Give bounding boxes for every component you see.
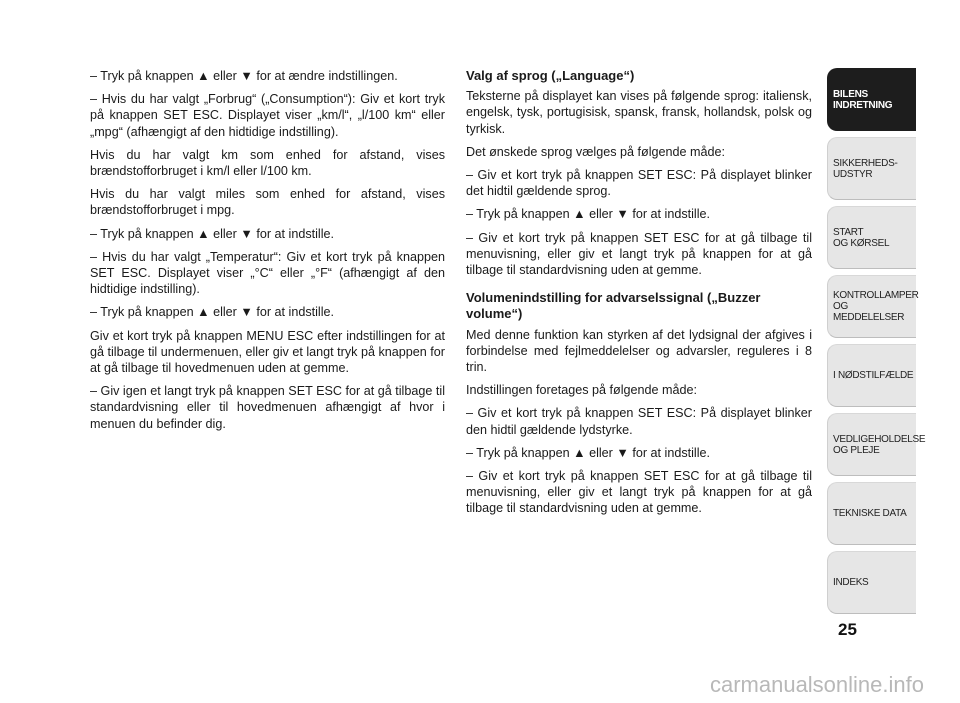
paragraph: – Tryk på knappen ▲ eller ▼ for at ændre indstillingen. bbox=[90, 69, 398, 83]
paragraph: Med denne funktion kan styrken af det lydsignal der afgives i forbindelse med fejlmeddelelser og advarsler, reguleres i 8 trin. bbox=[466, 327, 812, 375]
tab-kontrollamper[interactable]: KONTROLLAMPER OG MEDDELELSER bbox=[827, 275, 916, 338]
chapter-sidebar bbox=[827, 68, 926, 620]
paragraph: – Giv et kort tryk på knappen SET ESC for at gå tilbage til menuvisning, eller giv et langt tryk på knappen for at gå tilbage til standardvisning uden at gemme. bbox=[466, 230, 812, 278]
paragraph: – Giv et kort tryk på knappen SET ESC for at gå tilbage til menuvisning, eller giv et langt tryk på knappen for at gå tilbage til standardvisning uden at gemme. bbox=[466, 469, 812, 516]
tab-vedligeholdelse[interactable]: VEDLIGEHOLDELSE OG PLEJE bbox=[827, 413, 916, 476]
paragraph: – Tryk på knappen ▲ eller ▼ for at indstille. bbox=[466, 445, 711, 460]
tab-tekniske-data[interactable]: TEKNISKE DATA bbox=[827, 482, 916, 545]
paragraph: Hvis du har valgt miles som enhed for afstand, vises brændstofforbruget i mpg. bbox=[90, 187, 445, 218]
watermark: carmanualsonline.info bbox=[709, 672, 924, 697]
paragraph: – Hvis du har valgt „Forbrug“ („Consumption“): Giv et kort tryk på knappen SET ESC. Displayet viser „km/l“, „l/100 km“ eller „mpg“ (afhængigt af den hidtidige indstilling). bbox=[90, 92, 445, 139]
page-number: 25 bbox=[838, 620, 857, 639]
paragraph: Indstillingen foretages på følgende måde: bbox=[466, 383, 698, 398]
paragraph: – Tryk på knappen ▲ eller ▼ for at indstille. bbox=[90, 226, 335, 241]
paragraph: – Tryk på knappen ▲ eller ▼ for at indstille. bbox=[90, 305, 335, 320]
section-heading-buzzer: Volumenindstilling for advarselssignal („Buzzer volume“) bbox=[466, 290, 761, 322]
left-column bbox=[90, 68, 445, 439]
right-column bbox=[466, 68, 812, 524]
paragraph: Teksterne på displayet kan vises på følgende sprog: italiensk, engelsk, tysk, portugisisk, spansk, fransk, hollandsk, polsk og tyrkisk. bbox=[466, 89, 812, 136]
paragraph: – Giv et kort tryk på knappen SET ESC: På displayet blinker den hidtil gældende lydstyrke. bbox=[466, 406, 812, 437]
section-heading-language: Valg af sprog („Language“) bbox=[466, 68, 635, 83]
tab-indeks[interactable]: INDEKS bbox=[827, 551, 916, 614]
paragraph: Hvis du har valgt km som enhed for afstand, vises brændstofforbruget i km/l eller l/100 km. bbox=[90, 147, 445, 179]
tab-sikkerhedsudstyr[interactable]: SIKKERHEDS- UDSTYR bbox=[827, 137, 916, 200]
tab-nodstilfaelde[interactable]: I NØDSTILFÆLDE bbox=[827, 344, 916, 407]
tab-start-og-korsel[interactable]: START OG KØRSEL bbox=[827, 206, 916, 269]
paragraph: – Giv igen et langt tryk på knappen SET ESC for at gå tilbage til standardvisning eller til hovedmenuen afhængigt af hvor i menuen du befinder dig. bbox=[90, 384, 445, 431]
tab-bilens-indretning[interactable]: BILENS INDRETNING bbox=[827, 68, 916, 131]
paragraph: – Tryk på knappen ▲ eller ▼ for at indstille. bbox=[466, 207, 711, 222]
paragraph: Det ønskede sprog vælges på følgende måde: bbox=[466, 144, 726, 159]
paragraph: – Hvis du har valgt „Temperatur“: Giv et kort tryk på knappen SET ESC. Displayet viser „°C“ eller „°F“ (afhængigt af den hidtidige indstilling). bbox=[90, 249, 445, 297]
paragraph: Giv et kort tryk på knappen MENU ESC efter indstillingen for at gå tilbage til undermenuen, eller giv et langt tryk på knappen for at gå tilbage til hovedmenuen uden at gemme. bbox=[90, 328, 445, 376]
paragraph: – Giv et kort tryk på knappen SET ESC: På displayet blinker det hidtil gældende sprog. bbox=[466, 168, 812, 199]
